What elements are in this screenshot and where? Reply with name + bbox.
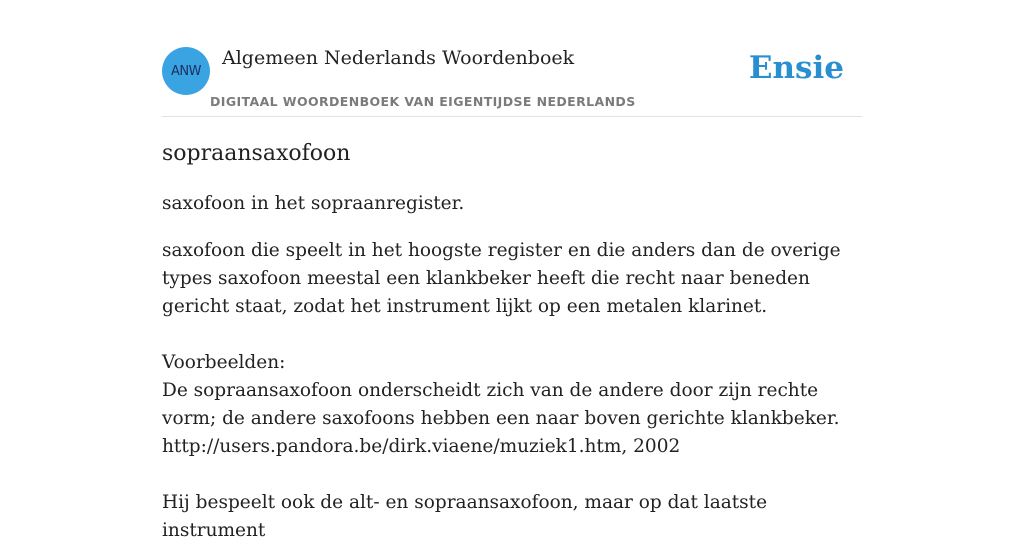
example-item (162, 377, 852, 461)
site-title[interactable]: Algemeen Nederlands Woordenboek (222, 47, 575, 69)
entry-content (162, 138, 852, 545)
example-text: Hij bespeelt ook de alt- en sopraansaxofoon, maar op dat laatste instrument (162, 492, 768, 541)
site-header (162, 44, 862, 117)
entry-definition: saxofoon in het sopraanregister. (162, 193, 465, 214)
site-subtitle: DIGITAAL WOORDENBOEK VAN EIGENTIJDSE NEDERLANDS (210, 94, 636, 109)
example-item (162, 489, 852, 545)
entry-title: sopraansaxofoon (162, 141, 351, 166)
examples-section (162, 349, 852, 545)
entry-description: saxofoon die speelt in het hoogste register en die anders dan de overige types saxofoon meestal een klankbeker heeft die recht naar beneden gericht staat, zodat het instrument lijkt op een metalen klarinet. (162, 240, 841, 317)
example-source: http://users.pandora.be/dirk.viaene/muziek1.htm, 2002 (162, 436, 681, 457)
anw-logo[interactable] (162, 47, 210, 95)
ensie-brand-link[interactable]: Ensie (748, 50, 844, 86)
examples-label: Voorbeelden: (162, 352, 286, 373)
logo-text: ANW (171, 63, 201, 79)
example-text: De sopraansaxofoon onderscheidt zich van de andere door zijn rechte vorm; de andere saxofoons hebben een naar boven gerichte klankbeker. (162, 380, 840, 429)
